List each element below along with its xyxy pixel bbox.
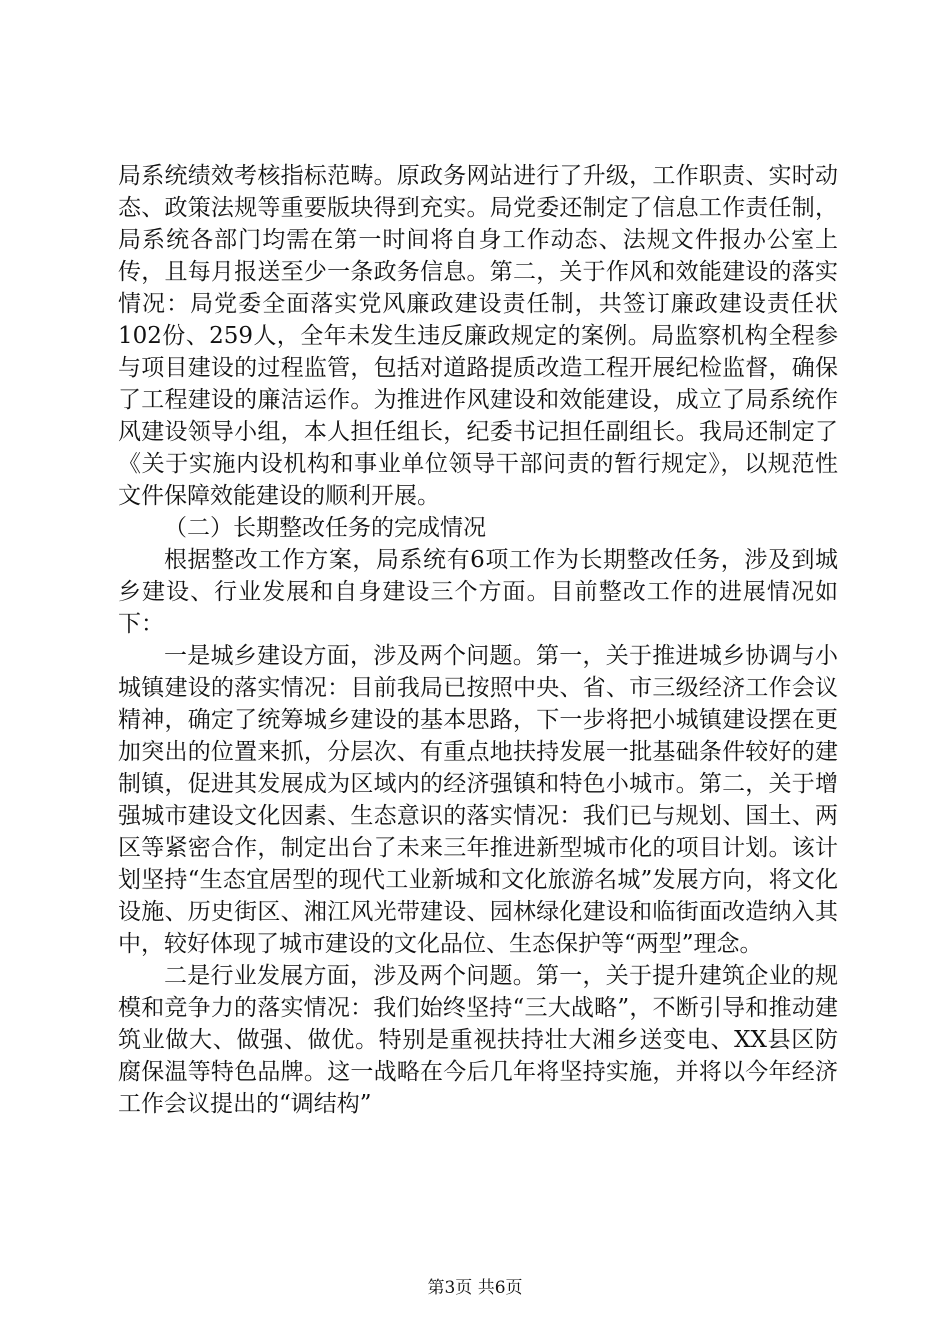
page-number-footer: 第3页 共6页 — [427, 1278, 523, 1298]
paragraph-continuation: 局系统绩效考核指标范畴。原政务网站进行了升级，工作职责、实时动态、政策法规等重要版块得到充实。局党委还制定了信息工作责任制，局系统各部门均需在第一时间将自身工作动态、法规文件报办公室上传，且每月报送至少一条政务信息。第二，关于作风和效能建设的落实情况：局党委全面落实党风廉政建设责任制，共签订廉政建设责任状102份、259人，全年未发生违反廉政规定的案例。局监察机构全程参与项目建设的过程监管，包括对道路提质改造工程开展纪检监督，确保了工程建设的廉洁运作。为推进作风建设和效能建设，成立了局系统作风建设领导小组，本人担任组长，纪委书记担任副组长。我局还制定了《关于实施内设机构和事业单位领导干部问责的暂行规定》，以规范性文件保障效能建设的顺利开展。 — [118, 163, 838, 509]
paragraph-industry: 二是行业发展方面，涉及两个问题。第一，关于提升建筑企业的规模和竞争力的落实情况：我们始终坚持“三大战略”，不断引导和推动建筑业做大、做强、做优。特别是重视扶持壮大湘乡送变电、XX县区防腐保温等特色品牌。这一战略在今后几年将坚持实施，并将以今年经济工作会议提出的“调结构” — [118, 963, 838, 1117]
paragraph-urban-rural: 一是城乡建设方面，涉及两个问题。第一，关于推进城乡协调与小城镇建设的落实情况：目前我局已按照中央、省、市三级经济工作会议精神，确定了统筹城乡建设的基本思路，下一步将把小城镇建设摆在更加突出的位置来抓，分层次、有重点地扶持发展一批基础条件较好的建制镇，促进其发展成为区域内的经济强镇和特色小城市。第二，关于增强城市建设文化因素、生态意识的落实情况：我们已与规划、国土、两区等紧密合作，制定出台了未来三年推进新型城市化的项目计划。该计划坚持“生态宜居型的现代工业新城和文化旅游名城”发展方向，将文化设施、历史街区、湘江风光带建设、园林绿化建设和临街面改造纳入其中，较好体现了城市建设的文化品位、生态保护等“两型”理念。 — [118, 643, 838, 957]
document-body — [118, 160, 838, 1120]
section-heading: （二）长期整改任务的完成情况 — [164, 515, 486, 541]
paragraph-long-term-tasks: 根据整改工作方案，局系统有6项工作为长期整改任务，涉及到城乡建设、行业发展和自身建设三个方面。目前整改工作的进展情况如下： — [118, 547, 838, 637]
